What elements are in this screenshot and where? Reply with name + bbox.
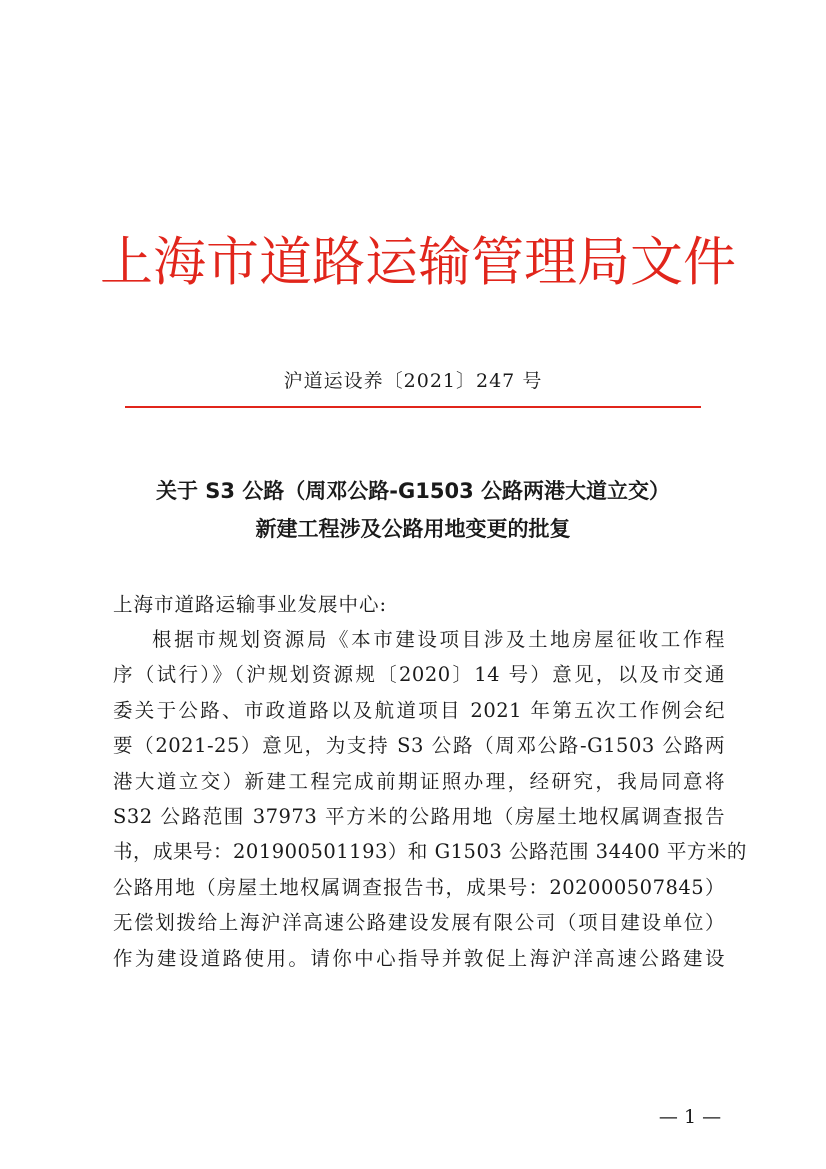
document-title <box>80 472 746 548</box>
body-line: 书，成果号：201900501193）和 G1503 公路范围 34400 平方米的 <box>113 840 747 864</box>
red-divider-line <box>125 406 701 408</box>
body-line: 委关于公路、市政道路以及航道项目 2021 年第五次工作例会纪 <box>113 698 725 722</box>
body-paragraph <box>113 622 747 976</box>
recipient-line: 上海市道路运输事业发展中心: <box>113 593 388 616</box>
body-line: 港大道立交）新建工程完成前期证照办理，经研究，我局同意将 <box>113 769 725 793</box>
masthead-title: 上海市道路运输管理局文件 <box>100 232 736 293</box>
title-line-1: 关于 S3 公路（周邓公路-G1503 公路两港大道立交） <box>155 479 671 503</box>
body-line: 无偿划拨给上海沪洋高速公路建设发展有限公司（项目建设单位） <box>113 911 725 935</box>
title-line-2: 新建工程涉及公路用地变更的批复 <box>255 517 571 541</box>
body-line: 要（2021-25）意见，为支持 S3 公路（周邓公路-G1503 公路两 <box>113 734 725 758</box>
body-line: 根据市规划资源局《本市建设项目涉及土地房屋征收工作程 <box>152 628 725 651</box>
body-line: 公路用地（房屋土地权属调查报告书，成果号：202000507845） <box>113 875 725 899</box>
document-number: 沪道运设养〔2021〕247 号 <box>283 370 543 392</box>
page-number: — 1 — <box>658 1106 722 1128</box>
body-line: S32 公路范围 37973 平方米的公路用地（房屋土地权属调查报告 <box>113 804 725 828</box>
body-line: 序（试行）》（沪规划资源规〔2020〕14 号）意见，以及市交通 <box>113 663 725 687</box>
body-line: 作为建设道路使用。请你中心指导并敦促上海沪洋高速公路建设 <box>113 946 725 970</box>
